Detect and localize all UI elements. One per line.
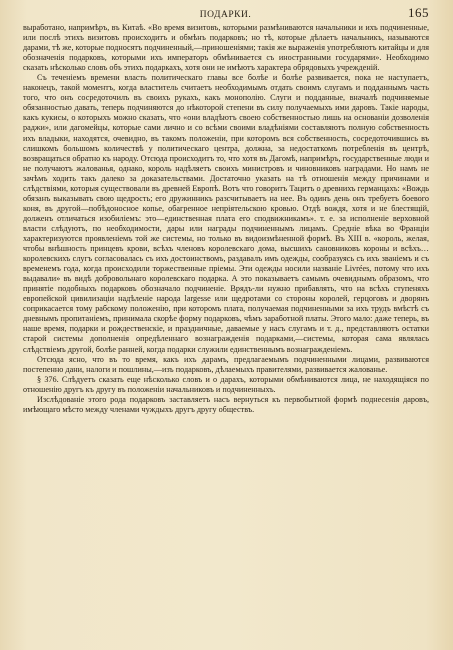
running-head bbox=[23, 6, 429, 20]
body-text bbox=[23, 23, 429, 415]
running-title: ПОДАРКИ. bbox=[199, 10, 252, 20]
page-number: 165 bbox=[408, 5, 429, 20]
paragraph: § 376. Слѣдуетъ сказать еще нѣсколько словъ и о дарахъ, которыми обмѣниваются лица, не находящіяся по отношенію другъ къ другу въ положеніи начальниковъ и подчиненныхъ. bbox=[23, 374, 429, 394]
paragraph: выработано, напримѣръ, въ Китаѣ. «Во время визитовъ, которыми размѣниваются начальники и ихъ подчиненные, или послѣ этихъ визитовъ происходитъ и обмѣнъ подарковъ; но тѣ, которые дѣлаетъ начальникъ, называются дарами, тѣ же, которые подносятъ подчиненный,—приношеніями; такія же выраженія употребляютъ китайцы и для обозначенія подарковъ, которыми ихъ императоръ обмѣнивается съ иностранными государями». Необходимо сказать нѣсколько словъ объ этихъ подаркахъ, хотя они не имѣютъ характера обрядовыхъ учрежденій. bbox=[23, 23, 429, 73]
paragraph: Отсюда ясно, что въ то время, какъ ихъ дарамъ, предлагаемымъ подчиненными лицами, развиваются постепенно дани, налоги и пошлины,—изъ подарковъ, дѣлаемыхъ правителями, развивается жалованье. bbox=[23, 354, 429, 374]
paragraph: Изслѣдованіе этого рода подарковъ заставляетъ насъ вернуться къ первобытной формѣ поднесенія даровъ, имѣющаго мѣсто между членами чуждыхъ другъ другу обществъ. bbox=[23, 394, 429, 414]
paragraph: Съ теченіемъ времени власть политическаго главы все болѣе и болѣе развивается, пока не наступаетъ, наконецъ, такой моментъ, когда властитель считаетъ необходимымъ отдать своимъ слугамъ и подданнымъ часть того, что онъ сосредоточилъ въ своихъ рукахъ, какъ монополію. Слуги и подданные, вначалѣ подчиняемые обязанностью давать, теперь подчиняются до нѣкоторой степени въ силу получаемыхъ ими даровъ. Такіе народы, какъ кукисы, о которыхъ можно сказать, что «они владѣютъ своею собственностью лишь на основаніи дозволенія раджи», или дагомейцы, которые сами лично и со всѣми своими владѣніями составляютъ полную собственность ихъ владыки, находятся, очевидно, въ такомъ положеніи, при которомъ вся собственность, сосредоточившись въ слишкомъ большомъ количествѣ у политическаго центра, должна, за недостаткомъ потребленія въ центрѣ, возвращаться обратно къ народу. Отсюда происходитъ то, что хотя въ Дагомѣ, напримѣръ, государственные люди и не получаютъ жалованья, однако, король надѣляетъ своихъ министровъ и чиновниковъ наградами. Но намъ не зачѣмъ ходить такъ далеко за доказательствами. Достаточно указать на тѣ отношенія между причинами и слѣдствіями, которыя существовали въ древней Европѣ. Вотъ что говоритъ Тацитъ о древнихъ германцахъ: «Вождь обязанъ выказывать свою щедрость; его дружинникъ разсчитываетъ на нее. Въ одинъ день онъ требуетъ боевого коня, въ другой—побѣдоносное копье, обагренное непріятельскою кровью. Отдѣ вождя, хотя и не блестящій, долженъ отличаться изобиліемъ: это—единственная плата его сподвижникамъ». т. е. за исполненіе верховной власти слѣдуютъ, по необходимости, дары или награды подчиненнымъ лицамъ. Средніе вѣка во Франціи характеризуются проявленіемъ той же системы, но только въ видоизмѣненной формѣ. Въ XIII в. «король, желая, чтобы внѣшность принцевъ крови, всѣхъ членовъ королевскаго дома, высшихъ сановниковъ короны и всѣхъ… королевскихъ слугъ согласовалась съ ихъ достоинствомъ, раздавалъ имъ одежды, сообразуясь съ ихъ званіемъ и съ временемъ года, когда происходили торжественные пріемы. Эти одежды носили названіе Livrées, потому что ихъ выдавали» въ видѣ добровольнаго королевскаго подарка. А это показываетъ самымъ очевиднымъ образомъ, что принятіе подобныхъ подарковъ обозначало подчиненіе. Врядъ-ли нужно прибавлять, что на всѣхъ ступеняхъ европейской цивилизаціи надѣленіе народа largesse или щедротами со стороны королей, герцоговъ и дворянъ соприкасается тому рабскому положенію, при которомъ плата, получаемая подчиненными за ихъ трудъ вмѣстѣ съ дневнымъ пропитаніемъ, принимала скорѣе форму подарковъ, чѣмъ заработной платы. Этого мало: даже теперь, въ наше время, подарки и рождественскіе, и праздничные, даваемые у насъ слугамъ и т. д., представляютъ остатки старой системы дополненія опредѣленнаго вознагражденія подарками,—системы, которая сама являлась слѣдствіемъ другой, болѣе ранней, когда подарки служили единственнымъ вознагражденіемъ. bbox=[23, 73, 429, 354]
